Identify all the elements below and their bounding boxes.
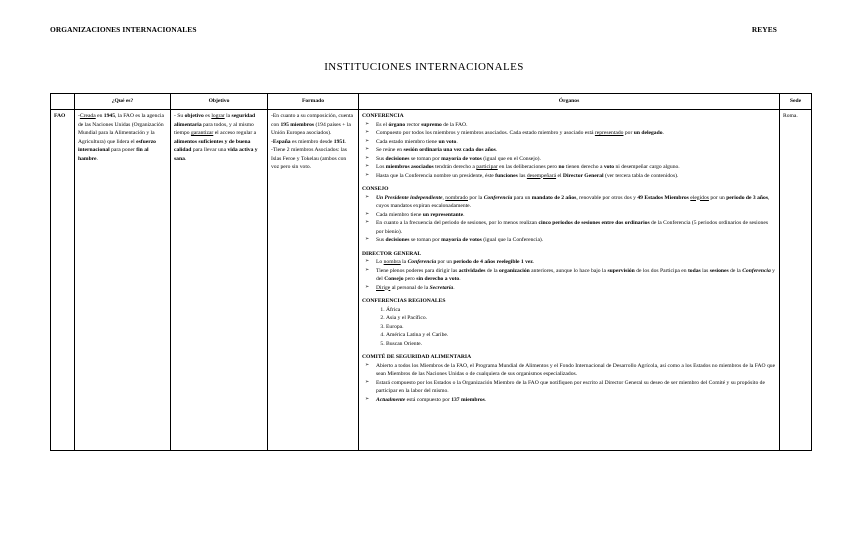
section-director-general: DIRECTOR GENERAL bbox=[362, 250, 422, 257]
list-item: ➢ Compuesto por todos los miembros y miembros asociados. Cada estado miembro y asociado está representado por un delegado. bbox=[376, 129, 776, 138]
col-header-acronym bbox=[51, 94, 75, 110]
cell-que-es: -Creada en 1945, la FAO es la agencia de las Naciones Unidas (Organización Mundial para la Alimentación y la Agricultura) que lidera el esfuerzo internacional para poner fin al hambre. bbox=[75, 110, 171, 451]
director-list bbox=[362, 258, 776, 292]
document-title: INSTITUCIONES INTERNACIONALES bbox=[324, 61, 524, 73]
list-item: ➢ En cuanto a la frecuencia del periodo de sesiones, por lo menos realizan cinco periodos de sesiones entre dos ordinarios de la Conferencia (5 periodos ordinarios de sesiones por bienio). bbox=[376, 219, 776, 236]
section-comite-seguridad: COMITÉ DE SEGURIDAD ALIMENTARIA bbox=[362, 354, 472, 360]
cell-acronym: FAO bbox=[51, 110, 75, 451]
conferencia-list bbox=[362, 121, 776, 181]
list-item: ➢ Cada estado miembro tiene un voto. bbox=[376, 138, 776, 147]
list-item: ➢ Hasta que la Conferencia nombre un presidente, éste funciones las desempeñará el Director General (ver tercera tabla de contenidos). bbox=[376, 172, 776, 181]
header-right: REYES bbox=[751, 25, 777, 34]
list-item: 2. Asia y el Pacífico. bbox=[386, 314, 776, 323]
col-header-formado: Formado bbox=[268, 94, 359, 110]
col-header-sede: Sede bbox=[780, 94, 812, 110]
list-item: ➢ Lo nombra la Conferencia por un periodo de 4 años reelegible 1 vez. bbox=[376, 258, 776, 267]
col-header-que-es: ¿Qué es? bbox=[75, 94, 171, 110]
section-consejo: CONSEJO bbox=[362, 186, 389, 192]
list-item: ➢ Dirige al personal de la Secretaría. bbox=[376, 284, 776, 293]
table-row-fao bbox=[51, 110, 812, 451]
table-header-row bbox=[51, 94, 812, 110]
section-conferencias-regionales: CONFERENCIAS REGIONALES bbox=[362, 298, 446, 304]
consejo-list bbox=[362, 194, 776, 245]
list-item: 3. Europa. bbox=[386, 323, 776, 332]
cell-sede: Roma. bbox=[780, 110, 812, 451]
list-item: 4. América Latina y el Caribe. bbox=[386, 331, 776, 340]
list-item: 1. África bbox=[386, 306, 776, 315]
list-item: ➢ Un Presidente independiente, nombrado por la Conferencia para un mandato de 2 años, renovable por otros dos y 49 Estados Miembros elegidos por un periodo de 3 años, cuyos mandatos expiran escalonadamente. bbox=[376, 194, 776, 211]
cell-formado: -En cuanto a su composición, cuenta con 195 miembros (194 países + la Unión Europea asociados). -España es miembro desde 1951. -Tiene 2 miembros Asociados: las Islas Feroe y Tokelau (ambos con voz pero sin voto. bbox=[268, 110, 359, 451]
list-item: ➢ Actualmente está compuesto por 137 miembros. bbox=[376, 396, 776, 405]
col-header-objetivo: Objetivo bbox=[171, 94, 268, 110]
list-item: ➢ Los miembros asociados tendrán derecho a participar en las deliberaciones pero no tienen derecho a voto ni desempeñar cargo alguno. bbox=[376, 163, 776, 172]
list-item: ➢ Sus decisiones se toman por mayoría de votos (igual que en el Consejo). bbox=[376, 155, 776, 164]
list-item: 5. Buscan Oriente. bbox=[386, 340, 776, 349]
list-item: ➢ Es el órgano rector supremo de la FAO. bbox=[376, 121, 776, 130]
cell-objetivo: - Su objetivo es lograr la seguridad alimentaria para todos, y al mismo tiempo garantizar el acceso regular a alimentos suficientes y de buena calidad para llevar una vida activa y sana. bbox=[171, 110, 268, 451]
list-item: ➢ Cada miembro tiene un representante. bbox=[376, 211, 776, 220]
list-item: ➢ Tiene plenos poderes para dirigir las actividades de la organización anteriores, aunque lo hace bajo la supervisión de los dos Participa en todas las sesiones de la Conferencia y del Consejo pero sin derecho a voto. bbox=[376, 267, 776, 284]
list-item: ➢ Se reúne en sesión ordinaria una vez cada dos años. bbox=[376, 146, 776, 155]
institutions-table bbox=[50, 93, 812, 451]
col-header-organos: Órganos bbox=[359, 94, 780, 110]
section-conferencia: CONFERENCIA bbox=[362, 113, 404, 119]
list-item: ➢ Estará compuesto por los Estados o la Organización Miembro de la FAO que notifiquen por escrito al Director General su deseo de ser miembro del Comité y su propósito de participar en la labor del mismo. bbox=[376, 379, 776, 396]
list-item: ➢ Sus decisiones se toman por mayoría de votos (igual que la Conferencia). bbox=[376, 236, 776, 245]
cell-organos bbox=[359, 110, 780, 451]
list-item: ➢ Abierto a todos los Miembros de la FAO, el Programa Mundial de Alimentos y el Fondo Internacional de Desarrollo Agrícola, así como a los Estados no miembros de la FAO que sean Miembros de las Naciones Unidas o de cualquiera de sus organismos especializados. bbox=[376, 362, 776, 379]
regiones-list bbox=[362, 306, 776, 349]
comite-list bbox=[362, 362, 776, 405]
header-left: ORGANIZACIONES INTERNACIONALES bbox=[50, 25, 197, 34]
